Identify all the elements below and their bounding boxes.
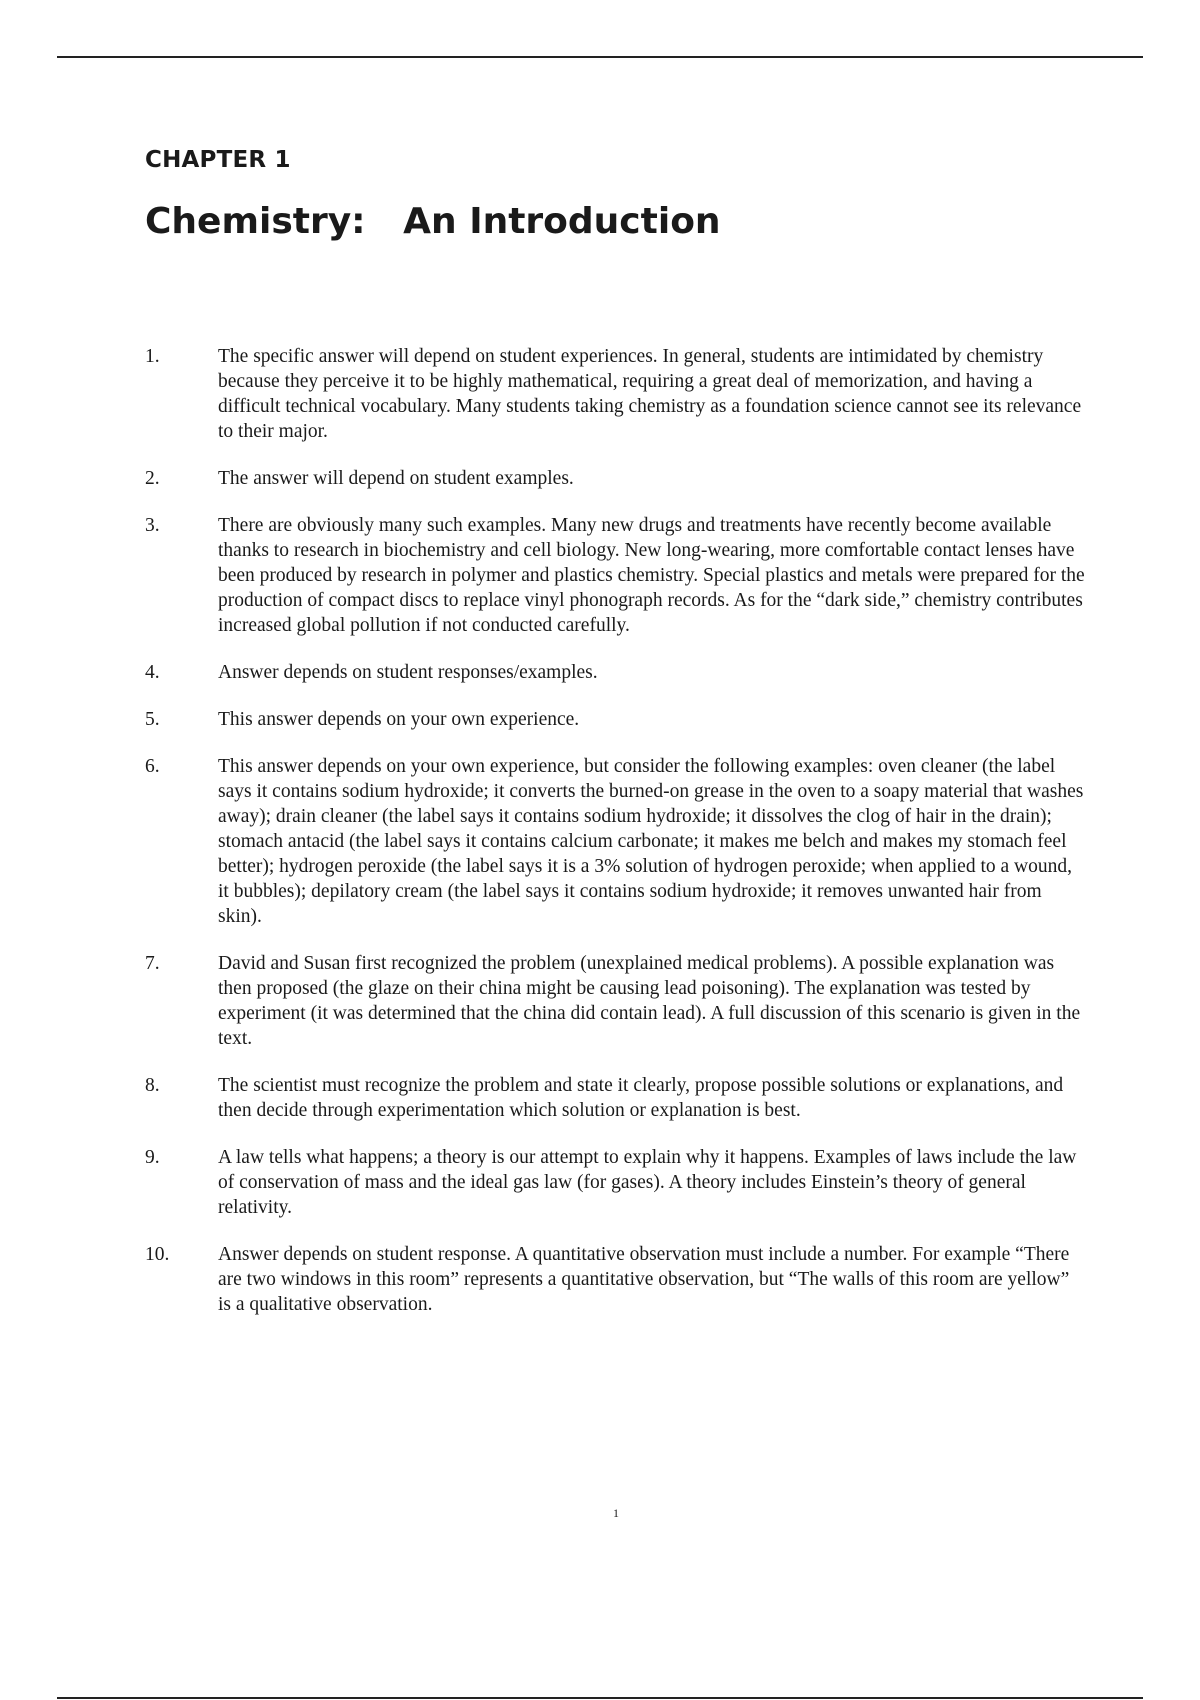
answer-item [145,513,1085,638]
chapter-title: Chemistry: An Introduction [145,201,721,242]
answer-text: The scientist must recognize the problem and state it clearly, propose possible solutions or explanations, and then decide through experimentation which solution or explanation is best. [218,1075,1064,1121]
answer-text: The answer will depend on student examples. [218,468,574,489]
answer-item [145,951,1085,1051]
answer-number: 10. [145,1244,170,1265]
answer-number: 2. [145,468,160,489]
answer-number: 6. [145,756,160,777]
answer-item [145,1145,1085,1220]
answer-item [145,344,1085,444]
answer-item [145,1242,1085,1317]
answer-number: 8. [145,1075,160,1096]
page-number: 1 [613,1506,619,1520]
answer-text: David and Susan first recognized the problem (unexplained medical problems). A possible explanation was then proposed (the glaze on their china might be causing lead poisoning). The explanation was tested by experiment (it was determined that the china did contain lead). A full discussion of this scenario is given in the text. [218,953,1081,1049]
answer-text: There are obviously many such examples. Many new drugs and treatments have recently become available thanks to research in biochemistry and cell biology. New long-wearing, more comfortable contact lenses have been produced by research in polymer and plastics chemistry. Special plastics and metals were prepared for the production of compact discs to replace vinyl phonograph records. As for the “dark side,” chemistry contributes increased global pollution if not conducted carefully. [218,515,1085,636]
bottom-rule [57,1697,1143,1699]
answer-number: 4. [145,662,160,683]
chapter-label: CHAPTER 1 [145,147,291,173]
answer-item [145,660,1085,685]
answer-text: Answer depends on student responses/examples. [218,662,598,683]
answer-item [145,466,1085,491]
answer-number: 7. [145,953,160,974]
answer-number: 3. [145,515,160,536]
answer-text: Answer depends on student response. A quantitative observation must include a number. For example “There are two windows in this room” represents a quantitative observation, but “The walls of this room are yellow” is a qualitative observation. [218,1244,1070,1315]
answer-text: The specific answer will depend on student experiences. In general, students are intimidated by chemistry because they perceive it to be highly mathematical, requiring a great deal of memorization, and having a difficult technical vocabulary. Many students taking chemistry as a foundation science cannot see its relevance to their major. [218,346,1082,442]
answer-text: This answer depends on your own experience, but consider the following examples: oven cleaner (the label says it contains sodium hydroxide; it converts the burned-on grease in the oven to a soapy material that washes away); drain cleaner (the label says it contains sodium hydroxide; it dissolves the clog of hair in the drain); stomach antacid (the label says it contains calcium carbonate; it makes me belch and makes my stomach feel better); hydrogen peroxide (the label says it is a 3% solution of hydrogen peroxide; when applied to a wound, it bubbles); depilatory cream (the label says it contains sodium hydroxide; it removes unwanted hair from skin). [218,756,1084,927]
answer-text: A law tells what happens; a theory is our attempt to explain why it happens. Examples of laws include the law of conservation of mass and the ideal gas law (for gases). A theory includes Einstein’s theory of general relativity. [218,1147,1077,1218]
answer-item [145,707,1085,732]
answer-item [145,754,1085,929]
answer-item [145,1073,1085,1123]
answer-number: 1. [145,346,160,367]
answer-text: This answer depends on your own experience. [218,709,580,730]
top-rule [57,56,1143,58]
answer-list [145,344,1085,1339]
answer-number: 9. [145,1147,160,1168]
answer-number: 5. [145,709,160,730]
